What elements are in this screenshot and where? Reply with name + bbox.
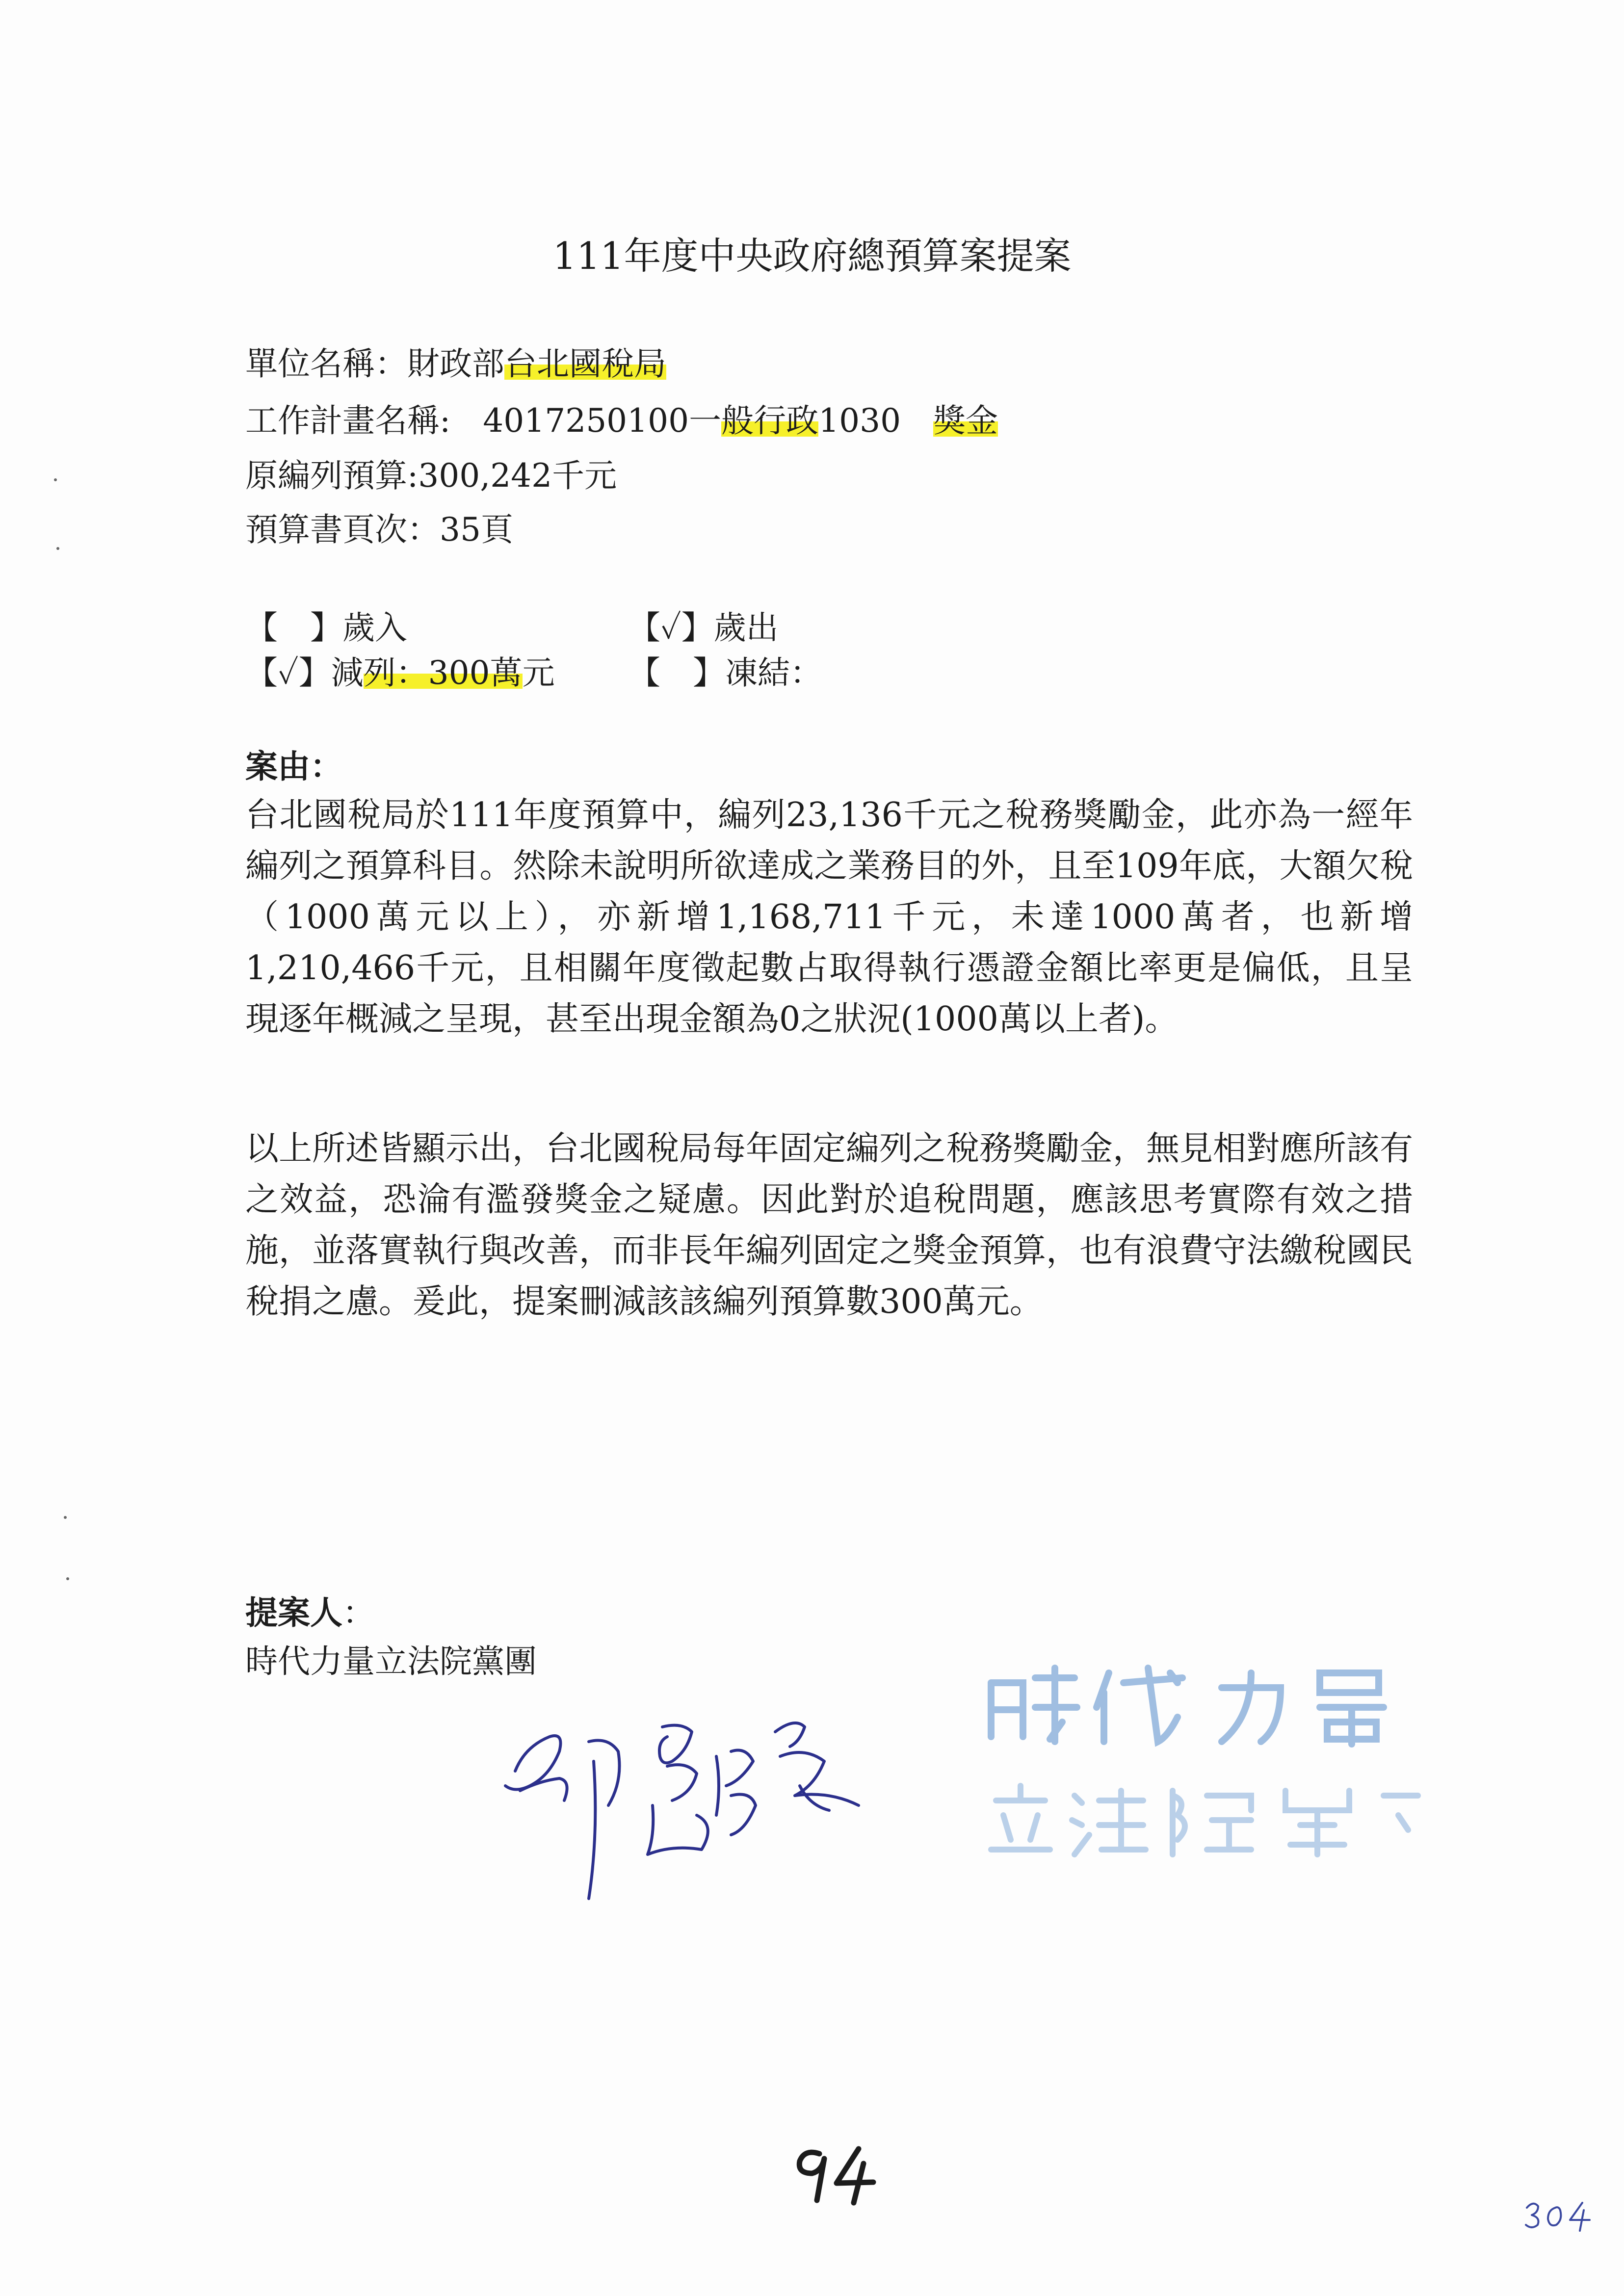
checkbox-income bbox=[245, 602, 407, 653]
checkbox-expense-label: 歲出 bbox=[713, 609, 779, 647]
checkbox-freeze-box: 【 】 bbox=[628, 654, 725, 692]
reason-heading: 案由： bbox=[245, 747, 342, 785]
plan-code: 1030 bbox=[818, 402, 934, 440]
handwritten-signature bbox=[486, 1688, 888, 1923]
checkbox-expense bbox=[628, 602, 779, 653]
plan-line bbox=[245, 395, 998, 446]
plan-highlight-admin: 般行政 bbox=[721, 402, 819, 440]
reason-paragraph-2: 以上所述皆顯示出，台北國稅局每年固定編列之稅務獎勵金，無見相對應所該有之效益，恐淪有濫發獎金之疑慮。因此對於追稅問題，應該思考實際有效之措施，並落實執行與改善，而非長年編列固定之獎金預算，也有浪費守法繳稅國民稅捐之慮。爰此，提案刪減該該編列預算數300萬元。 bbox=[245, 1129, 1414, 1321]
unit-label: 單位名稱：財政部 bbox=[245, 345, 504, 383]
original-budget-line: 原編列預算:300,242千元 bbox=[245, 457, 617, 495]
checkbox-income-box: 【 】 bbox=[245, 609, 342, 647]
scan-speck bbox=[66, 1577, 69, 1580]
scan-speck bbox=[54, 478, 57, 481]
scan-speck bbox=[64, 1516, 67, 1519]
reason-paragraph-1: 台北國稅局於111年度預算中，編列23,136千元之稅務獎勵金，此亦為一經年編列之預算科目。然除未說明所欲達成之業務目的外，且至109年底，大額欠稅（1000萬元以上），亦新增1,168,711千元，未達1000萬者，也新增1,210,466千元，且相關年度徵起數占取得執行憑證金額比率更是偏低，且呈現逐年概減之呈現，甚至出現金額為0之狀況(1000萬以上者)。 bbox=[245, 796, 1413, 1039]
reduce-amount-highlight: 列：300萬 bbox=[363, 654, 523, 692]
checkbox-freeze-label: 凍結： bbox=[725, 654, 822, 692]
scan-speck bbox=[56, 547, 59, 550]
checkbox-expense-box: 【✓】 bbox=[628, 609, 714, 647]
unit-highlight: 台北國稅局 bbox=[504, 345, 666, 383]
party-caucus-stamp bbox=[976, 1653, 1438, 1889]
checkbox-reduce-pre: 減 bbox=[331, 654, 364, 692]
handwritten-page-number bbox=[785, 2139, 883, 2208]
plan-label: 工作計畫名稱: 4017250100一 bbox=[245, 402, 722, 440]
checkbox-income-label: 歲入 bbox=[342, 609, 407, 647]
document-title: 111年度中央政府總預算案提案 bbox=[552, 234, 1072, 278]
checkbox-freeze bbox=[628, 648, 822, 699]
proposer-colon: ： bbox=[342, 1594, 375, 1632]
proposer-heading: 提案人 bbox=[245, 1593, 342, 1632]
plan-highlight-bonus: 獎金 bbox=[933, 402, 998, 440]
checkbox-reduce-box: 【✓】 bbox=[245, 654, 331, 692]
checkbox-reduce-post: 元 bbox=[522, 654, 555, 692]
checkbox-reduce bbox=[245, 648, 555, 699]
budget-page-line: 預算書頁次：35頁 bbox=[245, 511, 513, 548]
proposer-line bbox=[245, 1587, 375, 1639]
proposer-name: 時代力量立法院黨團 bbox=[245, 1643, 537, 1680]
unit-line bbox=[245, 339, 666, 390]
handwritten-corner-number bbox=[1521, 2195, 1595, 2235]
